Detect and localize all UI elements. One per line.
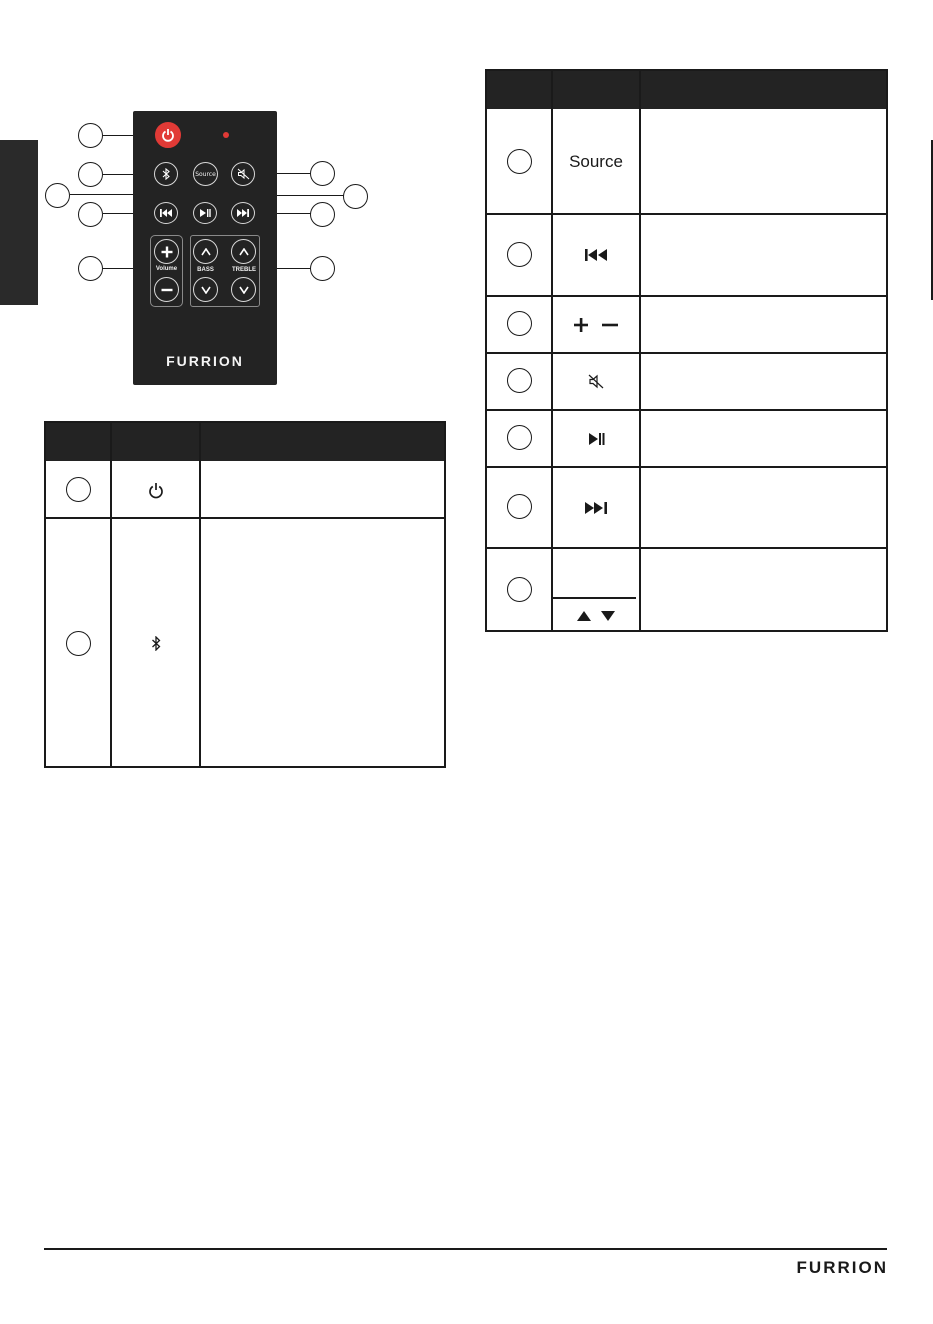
callout-previous	[78, 202, 103, 227]
callout-volume	[78, 256, 103, 281]
table-power-symbol	[112, 463, 199, 517]
table-source-label: Source	[569, 152, 623, 171]
remote-volume-down-button	[154, 277, 179, 302]
table-previous-symbol	[553, 215, 639, 295]
callout-source	[45, 183, 70, 208]
row-number-circle	[507, 242, 532, 267]
bluetooth-icon	[161, 168, 171, 180]
row-divider	[46, 517, 444, 519]
row-divider	[487, 547, 886, 549]
next-icon	[584, 501, 608, 515]
footer-brand-logo: FURRION	[796, 1258, 888, 1277]
row-divider	[487, 295, 886, 297]
remote-brand-logo: FURRION	[166, 353, 244, 369]
chevron-down-icon	[239, 286, 249, 294]
bass-label: BASS	[197, 267, 214, 273]
section-tab	[0, 140, 38, 305]
column-divider	[199, 423, 201, 766]
row-divider	[487, 466, 886, 468]
chevron-down-icon	[201, 286, 211, 294]
callout-bluetooth	[78, 162, 103, 187]
indicator-led	[223, 132, 229, 138]
remote-next-button	[231, 202, 255, 224]
remote-previous-button	[154, 202, 178, 224]
row-divider	[487, 213, 886, 215]
table-mute-symbol	[553, 354, 639, 409]
row-number-circle	[507, 425, 532, 450]
row-number-circle	[507, 149, 532, 174]
row-divider	[487, 409, 886, 411]
footer-rule	[44, 1248, 887, 1250]
table-up-down-symbol	[553, 599, 639, 632]
remote-bass-up-button	[193, 239, 218, 264]
power-icon	[148, 482, 164, 499]
mute-icon	[237, 168, 250, 180]
treble-label: TREBLE	[232, 267, 256, 273]
buttons-table-left	[44, 421, 446, 768]
table-header	[487, 71, 886, 109]
previous-icon	[159, 208, 173, 218]
callout-bass-treble	[310, 256, 335, 281]
buttons-table-right	[485, 69, 888, 632]
remote-volume-up-button	[154, 239, 179, 264]
remote-source-button	[193, 162, 218, 186]
mute-icon	[588, 374, 604, 389]
remote-bluetooth-button	[154, 162, 178, 186]
remote-treble-up-button	[231, 239, 256, 264]
callout-power	[78, 123, 103, 148]
remote-source-label: Source	[195, 170, 216, 178]
row-number-circle	[507, 494, 532, 519]
remote-treble-down-button	[231, 277, 256, 302]
previous-icon	[584, 248, 608, 262]
table-bluetooth-symbol	[112, 519, 199, 768]
row-number-circle	[66, 477, 91, 502]
play-pause-icon	[588, 432, 605, 446]
remote-power-button	[155, 122, 181, 148]
remote-bass-down-button	[193, 277, 218, 302]
next-icon	[236, 208, 250, 218]
bluetooth-icon	[151, 636, 161, 651]
remote-control	[133, 111, 277, 385]
remote-play-pause-button	[193, 202, 217, 224]
callout-mute	[310, 161, 335, 186]
callout-next	[310, 202, 335, 227]
minus-icon	[161, 284, 173, 296]
table-play-pause-symbol	[553, 411, 639, 466]
volume-label: Volume	[155, 266, 178, 272]
plus-icon	[161, 246, 173, 258]
chevron-up-icon	[201, 248, 211, 256]
remote-mute-button	[231, 162, 255, 186]
plus-minus-icon	[573, 317, 619, 333]
row-number-circle	[507, 577, 532, 602]
row-number-circle	[66, 631, 91, 656]
callout-play-pause	[343, 184, 368, 209]
power-icon	[161, 128, 175, 142]
play-pause-icon	[199, 208, 211, 218]
up-down-arrows-icon	[576, 610, 616, 622]
table-volume-symbol	[553, 297, 639, 352]
table-next-symbol	[553, 468, 639, 547]
row-divider	[487, 352, 886, 354]
row-number-circle	[507, 311, 532, 336]
chevron-up-icon	[239, 248, 249, 256]
row-number-circle	[507, 368, 532, 393]
table-header	[46, 423, 444, 461]
